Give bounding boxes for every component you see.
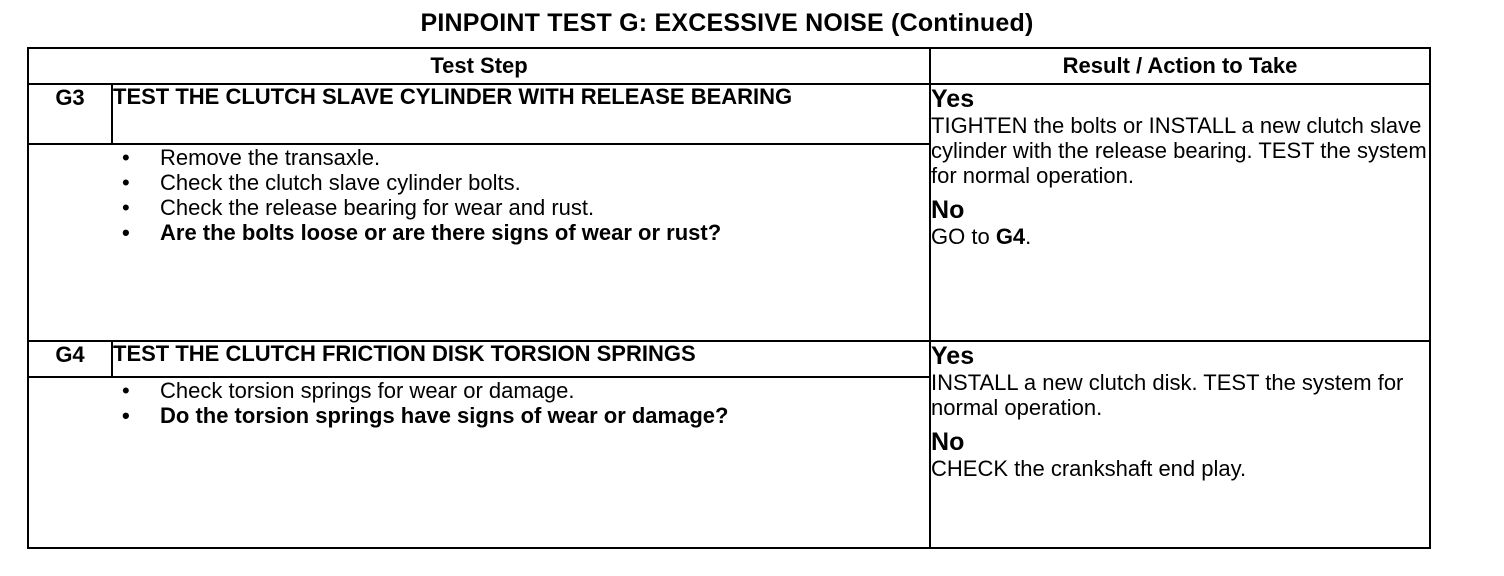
bullet-item <box>112 170 929 195</box>
bullet-glyph: • <box>122 378 130 403</box>
result-cell-g4 <box>930 341 1430 548</box>
bullet-glyph: • <box>122 403 130 428</box>
bullet-glyph: • <box>122 220 130 245</box>
yes-action-text: TIGHTEN the bolts or INSTALL a new clutch slave cylinder with the release bearing. TEST the system for normal operation. <box>931 113 1427 188</box>
step-title-g4: TEST THE CLUTCH FRICTION DISK TORSION SPRINGS <box>112 341 930 377</box>
bullet-text: Check the release bearing for wear and rust. <box>160 195 595 220</box>
pinpoint-test-table <box>27 47 1431 549</box>
bullet-question <box>112 403 929 428</box>
bullet-text: Check the clutch slave cylinder bolts. <box>160 170 521 195</box>
no-result-g4 <box>931 428 1429 481</box>
bullet-list-g4 <box>112 378 929 428</box>
bullet-item <box>112 378 929 403</box>
yes-action-text: INSTALL a new clutch disk. TEST the system for normal operation. <box>931 370 1404 420</box>
test-step-header: Test Step <box>28 48 930 84</box>
no-action-prefix: GO to <box>931 224 996 249</box>
page-title: PINPOINT TEST G: EXCESSIVE NOISE (Continued) <box>420 9 1034 37</box>
no-action-suffix: . <box>1025 224 1032 249</box>
bullet-glyph: • <box>122 195 130 220</box>
bullet-text: Do the torsion springs have signs of wear or damage? <box>160 403 729 428</box>
yes-result-g3 <box>931 85 1429 188</box>
step-id-spacer <box>28 144 112 341</box>
result-action-header: Result / Action to Take <box>930 48 1430 84</box>
no-action-text <box>931 224 1429 249</box>
bullet-glyph: • <box>122 170 130 195</box>
bullet-item <box>112 195 929 220</box>
step-body-g4 <box>112 377 930 548</box>
yes-label: Yes <box>931 342 975 370</box>
step-id-spacer <box>28 377 112 548</box>
bullet-item <box>112 145 929 170</box>
no-action-text: CHECK the crankshaft end play. <box>931 456 1247 481</box>
goto-step-ref: G4 <box>995 224 1026 249</box>
bullet-glyph: • <box>122 145 130 170</box>
step-title-g3: TEST THE CLUTCH SLAVE CYLINDER WITH RELEASE BEARING <box>112 84 930 144</box>
no-label: No <box>931 196 965 224</box>
yes-result-g4 <box>931 342 1429 420</box>
bullet-question <box>112 220 929 245</box>
bullet-list-g3 <box>112 145 929 245</box>
step-id-g4: G4 <box>28 341 112 377</box>
result-cell-g3 <box>930 84 1430 341</box>
bullet-text: Remove the transaxle. <box>160 145 381 170</box>
step-id-g3: G3 <box>28 84 112 144</box>
step-body-g3 <box>112 144 930 341</box>
yes-label: Yes <box>931 85 975 113</box>
bullet-text: Are the bolts loose or are there signs of wear or rust? <box>160 220 722 245</box>
no-label: No <box>931 428 965 456</box>
no-result-g3 <box>931 196 1429 249</box>
bullet-text: Check torsion springs for wear or damage. <box>160 378 575 403</box>
